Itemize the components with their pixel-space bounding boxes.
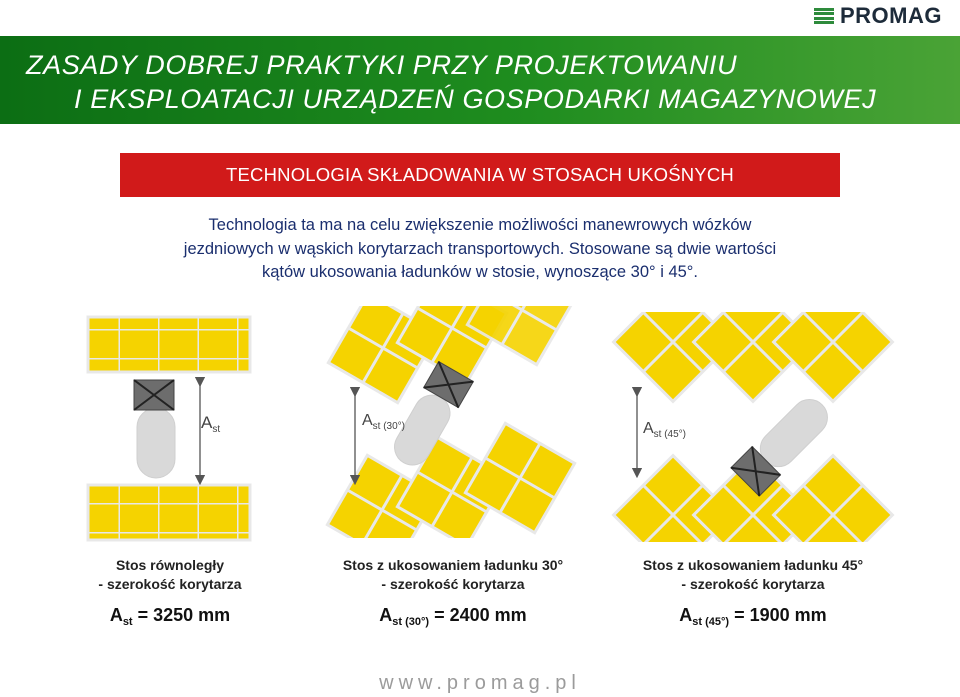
caption-title: Stos z ukosowaniem ładunku 45° bbox=[642, 557, 864, 573]
title-banner bbox=[0, 36, 960, 124]
description-line-1: Technologia ta ma na celu zwiększenie możliwości manewrowych wózków bbox=[208, 216, 752, 234]
promag-logo bbox=[814, 4, 942, 28]
caption-sub: - szerokość korytarza bbox=[381, 576, 525, 592]
caption-parallel bbox=[20, 556, 320, 594]
caption-title: Stos równoległy bbox=[115, 557, 225, 573]
banner-title-line-2: I EKSPLOATACJI URZĄDZEŃ GOSPODARKI MAGAZYNOWEJ bbox=[74, 84, 877, 114]
aisle-label-2: $A_{st (30^\circ)}$ bbox=[362, 412, 406, 432]
stack-45-diagram bbox=[614, 300, 898, 550]
banner-title-line-1: ZASADY DOBREJ PRAKTYKI PRZY PROJEKTOWANIU bbox=[26, 50, 738, 80]
parallel-stack-diagram bbox=[88, 317, 250, 540]
aisle-value-45: $A_{st (45^\circ)} = 1900$ mm bbox=[679, 605, 827, 628]
section-header bbox=[120, 153, 840, 197]
aisle-label-1: $A_{st}$ bbox=[201, 413, 221, 435]
section-title: TECHNOLOGIA SKŁADOWANIA W STOSACH UKOŚNYCH bbox=[226, 164, 734, 185]
caption-30 bbox=[303, 556, 603, 594]
aisle-value-parallel: $A_{st} = 3250$ mm bbox=[109, 605, 231, 628]
stacking-diagrams bbox=[0, 300, 960, 550]
caption-sub: - szerokość korytarza bbox=[98, 576, 242, 592]
aisle-label-3: $A_{st (45^\circ)}$ bbox=[643, 420, 687, 440]
description bbox=[80, 214, 880, 285]
logo-stripes-icon bbox=[814, 8, 834, 24]
description-line-2: jezdniowych w wąskich korytarzach transportowych. Stosowane są dwie wartości bbox=[183, 239, 777, 258]
load-row-top bbox=[88, 317, 250, 372]
load-row-bottom bbox=[88, 485, 250, 540]
footer-url: www.promag.pl bbox=[379, 672, 581, 694]
forklift-icon bbox=[134, 380, 175, 478]
aisle-value-30: $A_{st (30^\circ)} = 2400$ mm bbox=[379, 605, 527, 628]
caption-45 bbox=[603, 556, 903, 594]
caption-title: Stos z ukosowaniem ładunku 30° bbox=[342, 557, 564, 573]
logo-text: PROMAG bbox=[840, 3, 942, 28]
caption-sub: - szerokość korytarza bbox=[681, 576, 825, 592]
description-line-3: kątów ukosowania ładunków w stosie, wynoszące 30° i 45°. bbox=[261, 263, 698, 281]
stack-30-diagram bbox=[327, 300, 588, 550]
